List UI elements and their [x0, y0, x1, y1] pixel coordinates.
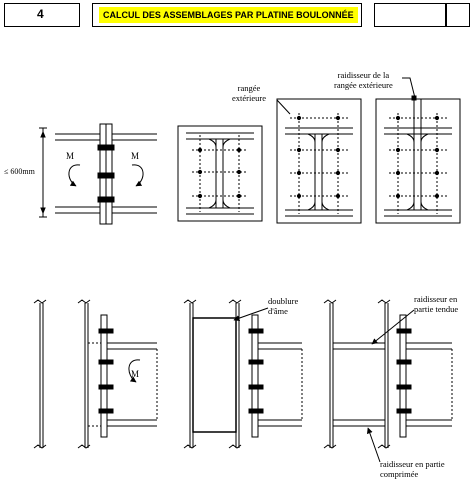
bolt-holes: [396, 116, 438, 197]
section-number: 4: [4, 3, 80, 27]
beam-column-2: [184, 300, 302, 448]
plate-view-3: [376, 78, 460, 223]
splice-elevation: [39, 124, 157, 224]
compression-stiffener-label: raidisseur en partie comprimée: [380, 459, 445, 479]
moment-arrow-left: [69, 165, 80, 186]
outer-row-label: rangée extérieure: [232, 83, 266, 103]
section-title: CALCUL DES ASSEMBLAGES PAR PLATINE BOULONNÉE: [99, 7, 358, 23]
plate-view-2: [277, 99, 361, 223]
beam-column-3: [324, 300, 452, 462]
moment-arrow-right: [132, 165, 143, 186]
bolt-holes: [297, 116, 339, 197]
moment-label-bottom: M: [131, 369, 140, 379]
moment-label-left: M: [66, 151, 75, 161]
moment-label-right: M: [131, 151, 140, 161]
leader-line: [368, 428, 380, 462]
dimension-label: ≤ 600mm: [4, 167, 35, 176]
bolts: [397, 329, 411, 413]
web-doubler-label: doublure d'âme: [268, 296, 299, 316]
plate-view-1: [178, 126, 262, 221]
leader-line: [277, 100, 290, 114]
outer-row-stiffener-label: raidisseur de la rangée extérieure: [334, 70, 393, 90]
leader-line: [402, 78, 415, 98]
leader-line: [372, 310, 414, 344]
bolts: [249, 329, 263, 413]
bolt-holes: [198, 148, 240, 197]
tension-stiffener-label: raidisseur en partie tendue: [414, 294, 459, 314]
